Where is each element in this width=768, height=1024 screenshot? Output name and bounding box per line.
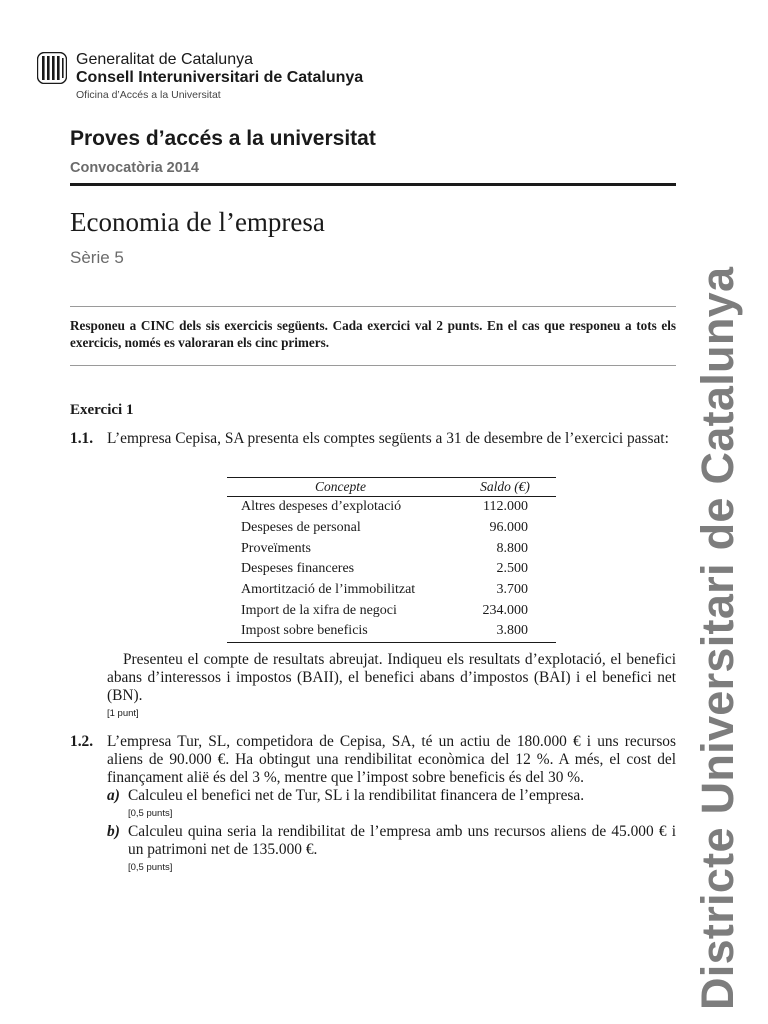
question-1-1-intro: L’empresa Cepisa, SA presenta els comptes següents a 31 de desembre de l’exercici passat: (107, 430, 669, 447)
instructions-text: Responeu a CINC dels sis exercicis següents. Cada exercici val 2 punts. En el cas que responeu a tots els exercicis, només es valoraran els cinc primers. (70, 318, 676, 350)
item-b-text: Calculeu quina seria la rendibilitat de l’empresa amb uns recursos aliens de 45.000 € i un patrimoni net de 135.000 €. (128, 823, 676, 858)
exam-session: Convocatòria 2014 (70, 160, 199, 176)
org-name-consell: Consell Interuniversitari de Catalunya (76, 69, 364, 86)
item-label-a: a) (107, 787, 120, 804)
side-district-text: Districte Universitari de Catalunya (692, 266, 743, 1010)
table-cell-value: 2.500 (496, 561, 528, 577)
question-number-1-1: 1.1. (70, 430, 94, 447)
item-b-points: [0,5 punts] (128, 862, 173, 873)
question-1-1-task: Presenteu el compte de resultats abreujat. Indiqueu els resultats d’explotació, el benefici abans d’interessos i impostos (BAII), el benefici abans d’impostos (BAI) i el benefici net (BN). (107, 651, 676, 704)
exam-title: Proves d’accés a la universitat (70, 127, 376, 150)
table-row (227, 518, 556, 539)
generalitat-logo-icon (37, 52, 67, 84)
exercise-title: Exercici 1 (70, 402, 134, 418)
table-cell-concept: Impost sobre beneficis (241, 623, 368, 639)
table-cell-concept: Amortització de l’immobilitzat (241, 582, 416, 598)
table-cell-concept: Proveïments (241, 540, 311, 556)
table-bottom-rule (227, 642, 556, 643)
table-cell-concept: Despeses financeres (241, 561, 355, 577)
table-cell-concept: Despeses de personal (241, 520, 361, 536)
table-row (227, 538, 556, 559)
table-cell-value: 8.800 (496, 540, 528, 556)
item-a-points: [0,5 punts] (128, 808, 173, 819)
table-cell-concept: Import de la xifra de negoci (241, 602, 397, 618)
question-1-1-points: [1 punt] (107, 708, 139, 719)
table-row (227, 600, 556, 621)
table-row (227, 497, 556, 518)
subject-title: Economia de l’empresa (70, 207, 325, 237)
table-row (227, 580, 556, 601)
item-label-b: b) (107, 823, 120, 840)
table-cell-value: 234.000 (482, 602, 528, 618)
org-name-oficina: Oficina d’Accés a la Universitat (76, 89, 221, 101)
table-row (227, 621, 556, 642)
organization-block (76, 51, 363, 103)
table-row (227, 559, 556, 580)
accounts-table (227, 477, 556, 643)
item-a-text: Calculeu el benefici net de Tur, SL i la rendibilitat financera de l’empresa. (128, 787, 585, 804)
table-cell-concept: Altres despeses d’explotació (241, 499, 402, 515)
table-cell-value: 3.800 (496, 623, 528, 639)
table-cell-value: 96.000 (489, 520, 528, 536)
series-label: Sèrie 5 (70, 248, 124, 267)
table-header-row (227, 478, 556, 497)
table-header-balance: Saldo (€) (480, 479, 530, 494)
instructions-rule-bottom (70, 365, 676, 366)
table-header-concept: Concepte (315, 479, 366, 494)
table-cell-value: 3.700 (496, 582, 528, 598)
header-rule (70, 183, 676, 186)
instructions-rule-top (70, 306, 676, 307)
org-name-generalitat: Generalitat de Catalunya (76, 51, 253, 68)
question-number-1-2: 1.2. (70, 733, 94, 750)
question-1-2-intro: L’empresa Tur, SL, competidora de Cepisa, SA, té un actiu de 180.000 € i uns recursos aliens de 90.000 €. Ha obtingut una rendibilitat econòmica del 12 %. A més, el cost del finançament alië és del 3 %, mentre que l’impost sobre beneficis és del 30 %. (107, 733, 676, 786)
table-cell-value: 112.000 (483, 499, 528, 515)
